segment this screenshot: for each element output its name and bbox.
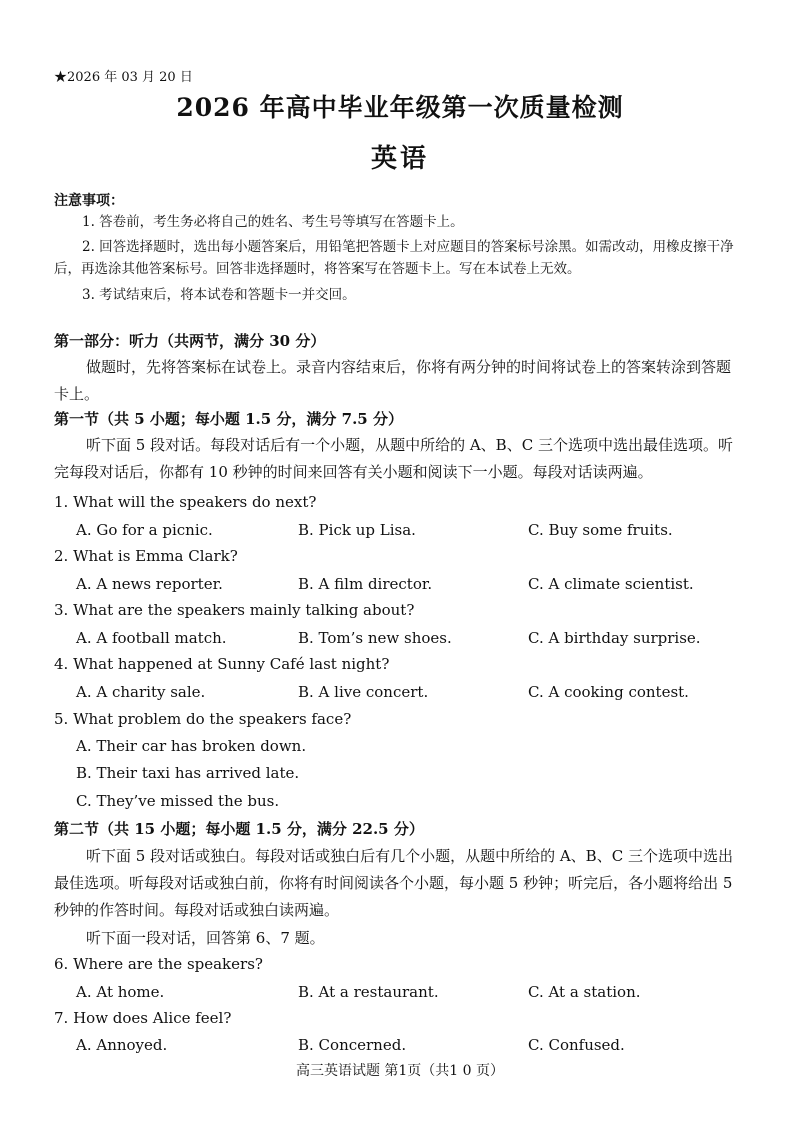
option-b: B. Concerned. — [298, 1036, 407, 1054]
option-b: B. Pick up Lisa. — [298, 521, 416, 539]
option-b: B. A live concert. — [298, 683, 429, 701]
option-a: A. Annoyed. — [76, 1036, 168, 1054]
question-stem: 6. Where are the speakers? — [54, 955, 263, 973]
option-c: C. Buy some fruits. — [528, 521, 673, 539]
option-c: C. A cooking contest. — [528, 683, 689, 701]
option-a: A. A charity sale. — [76, 683, 206, 701]
option-b: B. Their taxi has arrived late. — [76, 764, 300, 782]
section1-heading: 第一节（共 5 小题；每小题 1.5 分，满分 7.5 分） — [54, 410, 403, 428]
option-c: C. A climate scientist. — [528, 575, 694, 593]
option-b: B. A film director. — [298, 575, 433, 593]
section2-intro: 听下面 5 段对话或独白。每段对话或独白后有几个小题，从题中所给的 A、B、C 三个选项中选出最佳选项。听每段对话或独白前，你将有时间阅读各个小题，每小题 5 秒钟；听完后，各小题将给出 5 秒钟的作答时间。每段对话或独白读两遍。 — [54, 847, 733, 919]
section2-instruction: 听下面一段对话，回答第 6、7 题。 — [86, 929, 325, 947]
option-c: C. They’ve missed the bus. — [76, 792, 280, 810]
part1-intro: 做题时，先将答案标在试卷上。录音内容结束后，你将有两分钟的时间将试卷上的答案转涂到答题卡上。 — [54, 358, 732, 403]
option-a: A. A football match. — [76, 629, 227, 647]
option-a: A. Go for a picnic. — [76, 521, 213, 539]
question-stem: 3. What are the speakers mainly talking about? — [54, 601, 415, 619]
option-c: C. A birthday surprise. — [528, 629, 701, 647]
option-a: A. A news reporter. — [76, 575, 223, 593]
section2-heading: 第二节（共 15 小题；每小题 1.5 分，满分 22.5 分） — [54, 820, 424, 838]
notice-item: 2. 回答选择题时，选出每小题答案后，用铅笔把答题卡上对应题目的答案标号涂黑。如需改动，用橡皮擦干净后，再选涂其他答案标号。回答非选择题时，将答案写在答题卡上。写在本试卷上无效。 — [54, 239, 734, 277]
notice-heading: 注意事项： — [54, 193, 124, 209]
notice-item: 1. 答卷前，考生务必将自己的姓名、考生号等填写在答题卡上。 — [82, 214, 464, 230]
exam-date: ★2026 年 03 月 20 日 — [54, 70, 193, 85]
section1-intro: 听下面 5 段对话。每段对话后有一个小题，从题中所给的 A、B、C 三个选项中选出最佳选项。听完每段对话后，你都有 10 秒钟的时间来回答有关小题和阅读下一小题。每段对话读两遍。 — [54, 436, 733, 481]
option-a: A. At home. — [76, 983, 165, 1001]
option-c: C. Confused. — [528, 1036, 625, 1054]
option-b: B. At a restaurant. — [298, 983, 439, 1001]
question-stem: 1. What will the speakers do next? — [54, 493, 317, 511]
question-stem: 2. What is Emma Clark? — [54, 547, 238, 565]
page-footer: 高三英语试题 第1页（共1 0 页） — [295, 1063, 505, 1079]
question-stem: 5. What problem do the speakers face? — [54, 710, 352, 728]
question-stem: 7. How does Alice feel? — [54, 1009, 232, 1027]
question-stem: 4. What happened at Sunny Café last night? — [54, 655, 390, 673]
exam-subject: 英语 — [370, 144, 429, 174]
exam-title: 2026 年高中毕业年级第一次质量检测 — [176, 93, 624, 122]
option-c: C. At a station. — [528, 983, 641, 1001]
part1-heading: 第一部分：听力（共两节，满分 30 分） — [54, 332, 326, 350]
option-b: B. Tom’s new shoes. — [298, 629, 452, 647]
notice-item: 3. 考试结束后，将本试卷和答题卡一并交回。 — [82, 287, 356, 303]
option-a: A. Their car has broken down. — [76, 737, 307, 755]
